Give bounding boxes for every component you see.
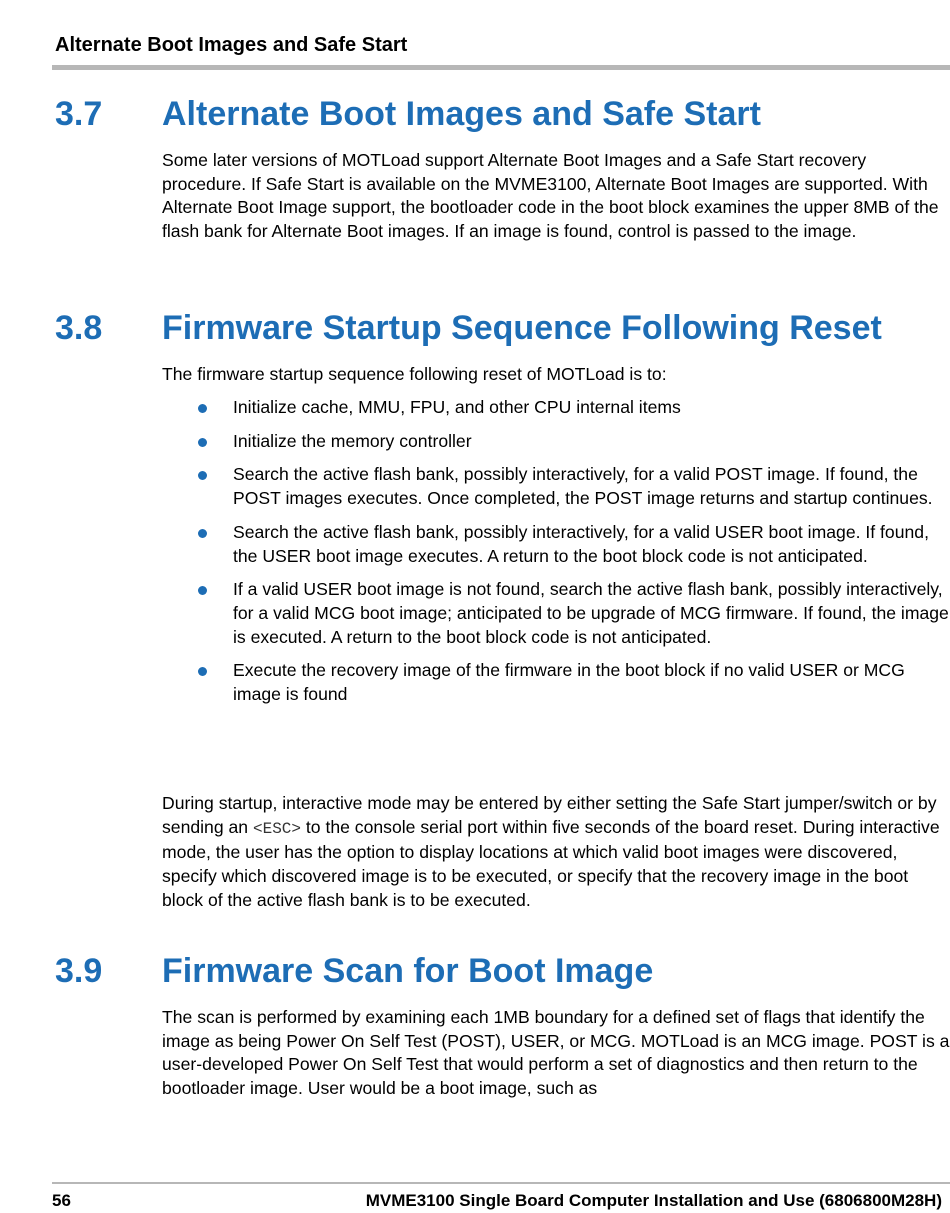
footer-rule [52,1182,950,1184]
list-item-text: Initialize the memory controller [233,430,472,451]
startup-sequence-list [162,396,950,717]
section-3-7-paragraph: Some later versions of MOTLoad support Alternate Boot Images and a Safe Start recovery procedure. If Safe Start is available on the MVME3100, Alternate Boot Images are supported. With Alternate Boot Image support, the bootloader code in the boot block examines the upper 8MB of the flash bank for Alternate Boot images. If an image is found, control is passed to the image. [162,150,939,242]
bullet-icon [198,586,207,595]
bullet-icon [198,471,207,480]
list-item [162,578,950,649]
outro-text-before: During startup, interactive mode may be entered by either setting the Safe Start jumper/switch or by sending an [162,793,937,837]
list-item [162,659,950,706]
list-item [162,430,950,454]
outro-text-after: to the console serial port within five seconds of the board reset. During interactive mode, the user has the option to display locations at which valid boot images were discovered, specify which discovered image is to be executed, or specify that the recovery image in the boot block of the active flash bank is to be executed. [162,816,940,910]
list-item-text: Initialize cache, MMU, FPU, and other CPU internal items [233,397,681,417]
section-3-8-title: Firmware Startup Sequence Following Reset [162,309,882,347]
list-item [162,521,950,568]
section-3-9-title: Firmware Scan for Boot Image [162,952,654,990]
list-item [162,396,950,420]
header-rule [52,65,950,70]
list-item-text: If a valid USER boot image is not found, search the active flash bank, possibly interactively, for a valid MCG boot image; anticipated to be upgrade of MCG firmware. If found, the image is executed. A return to the boot block code is not anticipated. [233,579,949,647]
bullet-icon [198,667,207,676]
section-3-8-number: 3.8 [55,309,103,347]
list-item-text: Search the active flash bank, possibly interactively, for a valid POST image. If found, the POST images executes. Once completed, the POST image returns and startup continues. [233,464,933,509]
list-item [162,463,950,510]
section-3-7-title: Alternate Boot Images and Safe Start [162,95,761,133]
list-item-text: Search the active flash bank, possibly interactively, for a valid USER boot image. If found, the USER boot image executes. A return to the boot block code is not anticipated. [233,521,929,566]
running-header-title: Alternate Boot Images and Safe Start [55,34,408,56]
esc-key-code: <ESC> [252,819,301,838]
section-3-9-number: 3.9 [55,952,103,990]
list-item-text: Execute the recovery image of the firmware in the boot block if no valid USER or MCG image is found [233,660,905,705]
section-3-9-paragraph: The scan is performed by examining each 1MB boundary for a defined set of flags that identify the image as being Power On Self Test (POST), USER, or MCG. MOTLoad is an MCG image. POST is a user-developed Power On Self Test that would perform a set of diagnostics and then return to the bootloader image. User would be a boot image, such as [162,1007,950,1099]
page-number: 56 [52,1191,71,1210]
section-3-7-number: 3.7 [55,95,103,133]
section-3-8-outro [162,792,950,913]
bullet-icon [198,438,207,447]
bullet-icon [198,404,207,413]
footer-document-title: MVME3100 Single Board Computer Installation and Use (6806800M28H) [365,1191,942,1210]
section-3-8-intro: The firmware startup sequence following reset of MOTLoad is to: [162,364,667,384]
bullet-icon [198,529,207,538]
